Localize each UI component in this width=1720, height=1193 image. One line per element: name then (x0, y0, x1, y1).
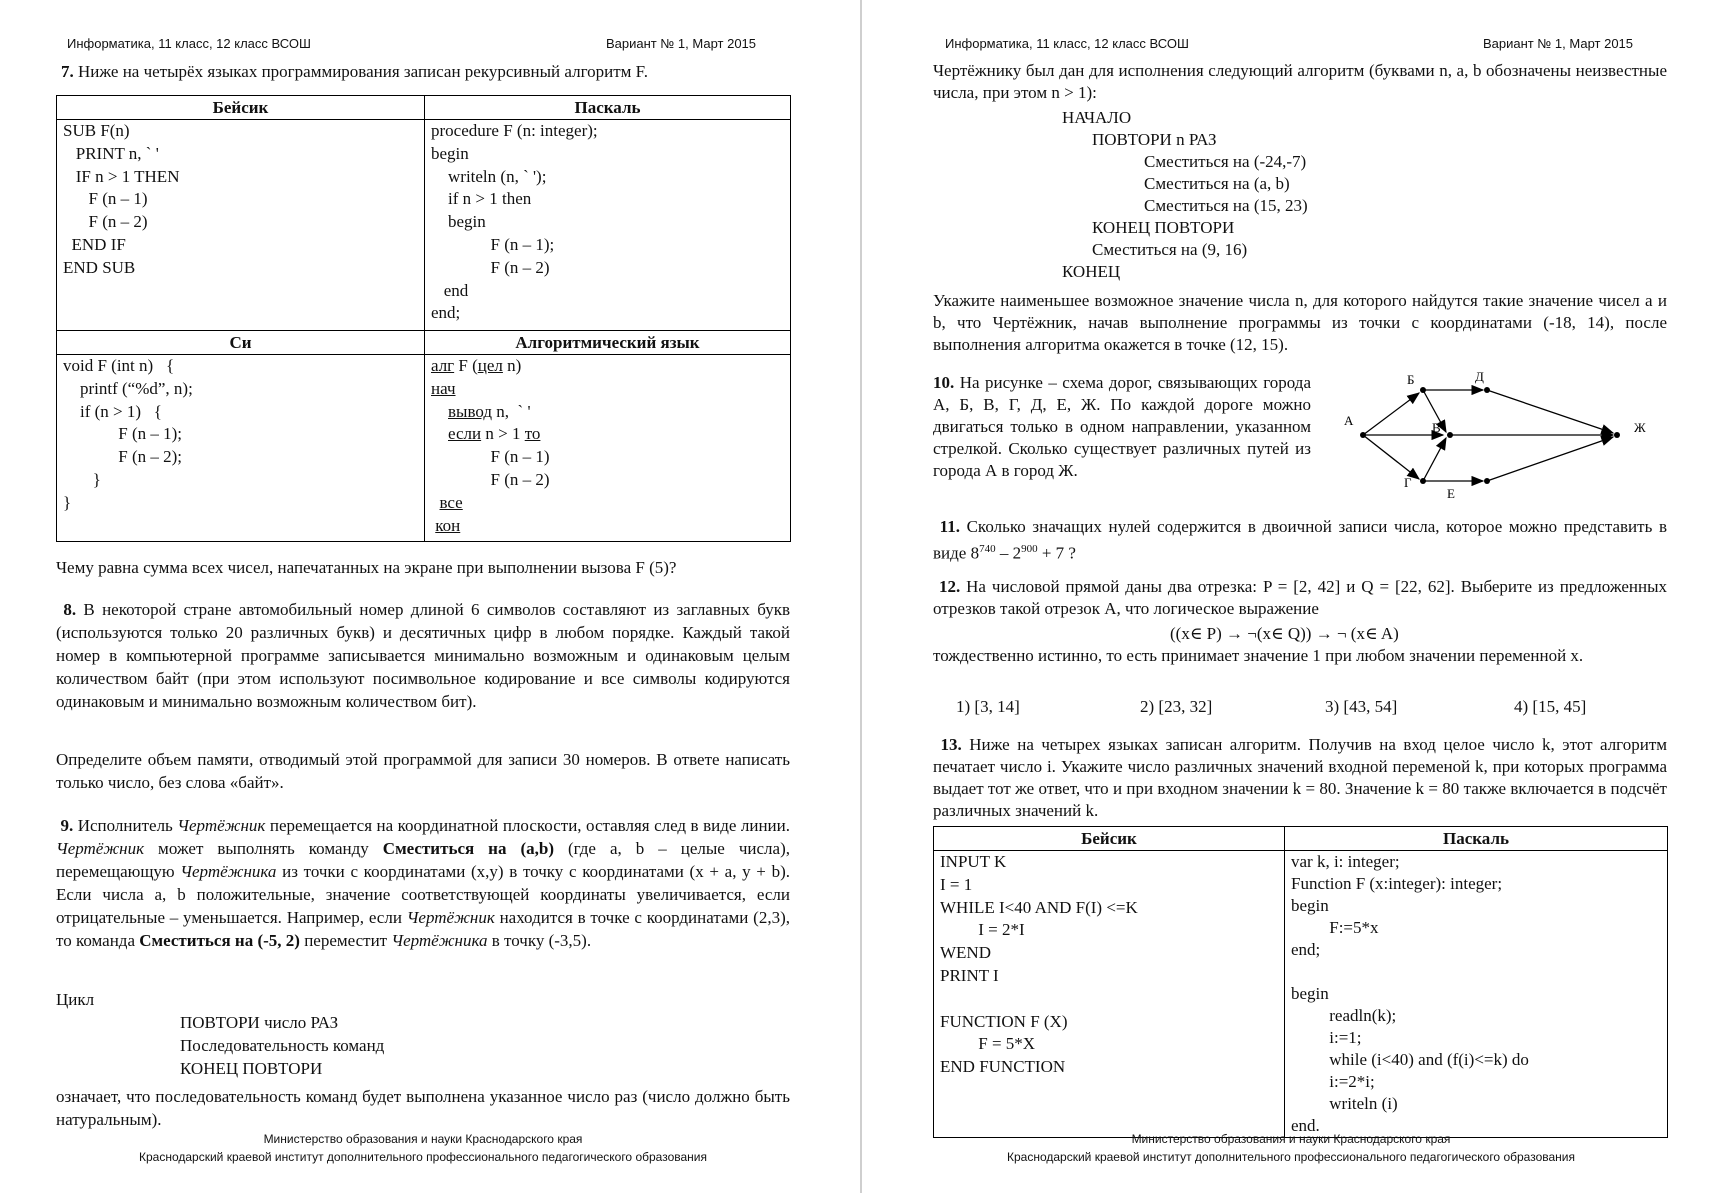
t9-e: может выполнять команду (144, 839, 383, 858)
t9-alg-5: КОНЕЦ ПОВТОРИ (1092, 218, 1235, 237)
t9-n: Чертёжника (391, 931, 488, 950)
t9-o: в точку (-3,5). (487, 931, 592, 950)
road-G-V (1423, 438, 1446, 481)
road-A-B (1363, 393, 1419, 435)
t9-k: находится в точке с координатами (2,3), то команда (56, 908, 790, 950)
task8-question: Определите объем памяти, отводимый этой программой для записи 30 номеров. В ответе написать только число, без слова «байт». (56, 750, 790, 792)
task7-intro (61, 60, 795, 83)
task7-header-alg: Алгоритмический язык (425, 331, 791, 355)
task7-basic-code: SUB F(n) PRINT n, ` ' IF n > 1 THEN F (n – 1) F (n – 2) END IF END SUB (63, 121, 180, 277)
task13-basic-code: INPUT K I = 1 WHILE I<40 AND F(I) <=K I = 2*I WEND PRINT I FUNCTION F (X) F = 5*X END FUNCTION (940, 852, 1138, 1077)
task12-body: На числовой прямой даны два отрезка: P = [2, 42] и Q = [22, 62]. Выберите из предложенных отрезков такой отрезок A, что логическое выражение (933, 577, 1668, 618)
city-B-dot (1420, 387, 1426, 393)
t9-alg-7: КОНЕЦ (1062, 262, 1121, 281)
t9-alg-1: ПОВТОРИ n РАЗ (1092, 130, 1217, 149)
t9-b: Чертёжник (177, 816, 266, 835)
task12-option-1: 1) [3, 14] (956, 697, 1020, 716)
city-G-label: Г (1404, 475, 1412, 490)
t9-alg-3: Сместиться на (a, b) (1144, 174, 1290, 193)
header-variant-right: Вариант № 1, Март 2015 (1483, 36, 1634, 51)
task9-given: Чертёжнику был дан для исполнения следующий алгоритм (буквами n, a, b обозначены неизвестные числа, при этом n > 1): (933, 61, 1667, 102)
city-Zh-dot (1614, 432, 1620, 438)
task9-cycle-note: означает, что последовательность команд будет выполнена указанное число раз (число должно быть натуральным). (56, 1087, 790, 1129)
t9-alg-6: Сместиться на (9, 16) (1092, 240, 1248, 259)
city-E-dot (1484, 478, 1490, 484)
t9-alg-4: Сместиться на (15, 23) (1144, 196, 1308, 215)
alg-line4-mid: n > 1 (481, 424, 525, 444)
city-D-dot (1484, 387, 1490, 393)
kw-alg: алг (431, 356, 455, 375)
task7-pascal-code: procedure F (n: integer); begin writeln (n, ` '); if n > 1 then begin F (n – 1); F (n – 2) end end; (431, 121, 598, 323)
kw-kon: кон (435, 515, 461, 535)
task13-number: 13. (940, 735, 962, 754)
t9-i: из точки с координатами (x,y) в точку с координатами (x + a, y + b). Если числа a, b положительные, значение соответствующей координаты увеличивается, если отрицательные – уменьшается. Например, если (56, 862, 790, 927)
task7-header-basic: Бейсик (57, 96, 425, 120)
t11-exp1: 740 (979, 543, 996, 555)
task7-question: Чему равна сумма всех чисел, напечатанных на экране при выполнении вызова F (5)? (56, 558, 677, 577)
footer-line2: Краснодарский краевой институт дополнительного профессионального педагогического образования (138, 1150, 707, 1164)
footer-line1-right: Министерство образования и науки Краснодарского края (1131, 1132, 1451, 1146)
city-D-label: Д (1475, 370, 1484, 384)
t11-minus: – (995, 543, 1013, 563)
task8-body: В некоторой стране автомобильный номер длиной 6 символов составляют из заглавных букв (используются только 20 различных букв) и десятичных цифр в любом порядке. Каждый такой номер в компьютерной программе записывается минимально возможным и одинаковым целым количеством байт (при этом используют посимвольное кодирование и все символы кодируются одинаковым и минимально возможным количеством бит). (56, 600, 791, 711)
task13-header-basic: Бейсик (934, 827, 1285, 851)
task9-cycle-label: Цикл (56, 990, 95, 1009)
t9-alg-0: НАЧАЛО (1062, 108, 1132, 127)
kw-cel: цел (477, 356, 503, 375)
task7-header-c: Си (57, 331, 425, 355)
city-A-label: А (1344, 413, 1354, 428)
alg-line1-b: n) (502, 356, 522, 375)
task13-pascal-code: var k, i: integer; Function F (x:integer): integer; begin F:=5*x end; begin readln(k); i:=1; while (i<40) and (f(i)<=k) do i:=2*i; writeln (i) end. (1291, 852, 1529, 1135)
task10-text (933, 372, 1311, 482)
kw-to: то (524, 424, 541, 444)
t11-base1: 8 (970, 543, 980, 563)
alg-line6: F (n – 2) (490, 469, 550, 489)
alg-line1-a: F ( (454, 356, 478, 375)
road-D-Zh (1487, 390, 1613, 433)
footer-line2-right: Краснодарский краевой институт дополнительного профессионального педагогического образования (1006, 1150, 1575, 1164)
task7-alg-code (425, 355, 790, 537)
t9-d: Чертёжник (56, 839, 145, 858)
city-V-dot (1447, 432, 1453, 438)
t11-tail: + 7 ? (1037, 543, 1076, 563)
t9-l: Сместиться на (-5, 2) (139, 931, 300, 950)
alg-line3-rest: n, ` ' (492, 401, 531, 421)
task13-text (933, 734, 1667, 822)
footer-line1: Министерство образования и науки Краснодарского края (263, 1132, 583, 1146)
task7-intro-text: Ниже на четырёх языках программирования записан рекурсивный алгоритм F. (78, 62, 649, 81)
task12-formula: ((x∈ P) → ¬(x∈ Q)) → ¬ (x∈ A) (1170, 624, 1399, 643)
task11-body: Сколько значащих нулей содержится в двоичной записи числа, которое можно представить в виде (933, 517, 1668, 563)
task7-c-code: void F (int n) { printf (“%d”, n); if (n > 1) { F (n – 1); F (n – 2); } } (63, 356, 193, 512)
task7-code-table (56, 95, 791, 542)
t11-base2: 2 (1012, 543, 1022, 563)
t9-h: Чертёжника (180, 862, 277, 881)
task10-road-map (1340, 370, 1660, 510)
task8-text (56, 598, 790, 713)
task13-body: Ниже на четырех языках записан алгоритм. Получив на вход целое число k, этот алгоритм печатает число i. Укажите число различных значений входной переменой k, при которых программа выдает тот же ответ, что и при входном значении k = 80. Значение k = 80 также включается в подсчёт различных значений k. (933, 735, 1668, 820)
t9-m: переместит (299, 931, 392, 950)
task10-body: На рисунке – схема дорог, связывающих города А, Б, В, Г, Д, Е, Ж. По каждой дороге можно двигаться только в одном направлении, указанном стрелкой. Сколько существует различных путей из города А в город Ж. (933, 373, 1311, 480)
task12-option-4: 4) [15, 45] (1514, 697, 1587, 716)
task12-option-3: 3) [43, 54] (1325, 697, 1398, 716)
task9-cycle-line2: Последовательность команд (180, 1036, 385, 1055)
kw-vse: все (439, 492, 463, 512)
task9-text (56, 814, 790, 952)
task12-option-2: 2) [23, 32] (1140, 697, 1213, 716)
task13-code-table (933, 826, 1668, 1138)
road-A-G (1363, 435, 1419, 479)
t9-j: Чертёжник (406, 908, 495, 927)
kw-vyvod: вывод (448, 401, 493, 421)
task13-header-pascal: Паскаль (1285, 827, 1668, 851)
header-subject: Информатика, 11 класс, 12 класс ВСОШ (67, 36, 311, 51)
t9-a: Исполнитель (77, 816, 178, 835)
city-V-label: В (1432, 420, 1441, 435)
city-E-label: Е (1447, 486, 1455, 501)
city-Zh-label: Ж (1634, 420, 1646, 435)
city-B-label: Б (1407, 372, 1415, 387)
task9-number: 9. (60, 816, 74, 835)
task7-number: 7. (61, 62, 74, 81)
kw-nach: нач (431, 378, 456, 398)
task9-question: Укажите наименьшее возможное значение числа n, для которого найдутся такие значение чисел a и b, что Чертёжник, начав выполнение программы из точки с координатами (-18, 14), после выполнения алгоритма окажется в точке (12, 15). (933, 291, 1667, 354)
t9-alg-2: Сместиться на (-24,-7) (1144, 152, 1307, 171)
task9-cycle-line1: ПОВТОРИ число РАЗ (180, 1013, 339, 1032)
task8-number: 8. (63, 600, 77, 619)
road-E-Zh (1487, 437, 1613, 481)
task12-after: тождественно истинно, то есть принимает значение 1 при любом значении переменной x. (933, 646, 1584, 665)
alg-line5: F (n – 1) (490, 447, 550, 467)
task12-number: 12. (938, 577, 961, 596)
task9-cycle-line3: КОНЕЦ ПОВТОРИ (180, 1059, 323, 1078)
city-A-dot (1360, 432, 1366, 438)
city-G-dot (1420, 478, 1426, 484)
t9-c: перемещается на координатной плоскости, оставляя след в виде линии. (265, 816, 790, 835)
page-divider (860, 0, 862, 1193)
t9-f: Сместиться на (a,b) (382, 839, 554, 858)
kw-esli: если (448, 424, 482, 444)
header-subject-right: Информатика, 11 класс, 12 класс ВСОШ (945, 36, 1189, 51)
task10-number: 10. (933, 373, 955, 392)
header-variant: Вариант № 1, Март 2015 (606, 36, 757, 51)
t11-exp2: 900 (1021, 543, 1038, 555)
task11-number: 11. (939, 517, 960, 536)
task12-text (933, 576, 1667, 620)
t9-g: (где a, b – целые числа), перемещающую (56, 839, 790, 881)
task11-text (933, 516, 1667, 565)
task7-header-pascal: Паскаль (425, 96, 791, 120)
